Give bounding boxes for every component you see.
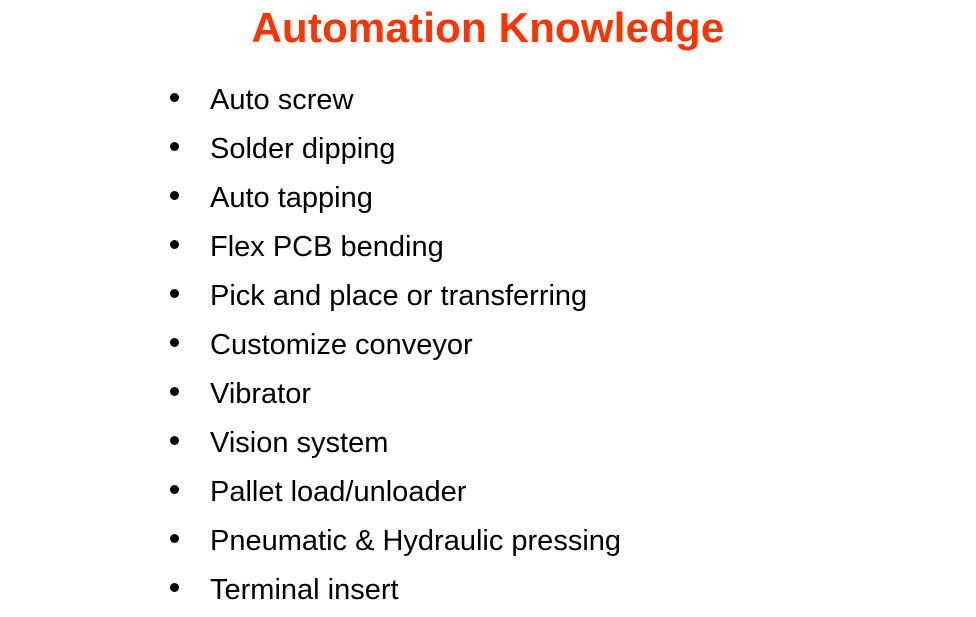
bullet-point-icon — [170, 338, 179, 347]
list-item-label: Auto screw — [210, 84, 354, 116]
list-item-label: Vibrator — [210, 378, 312, 410]
bullet-point-icon — [170, 240, 179, 249]
list-item — [170, 468, 621, 517]
list-item-label: Pick and place or transferring — [210, 280, 588, 312]
list-item-label: Terminal insert — [210, 574, 399, 606]
bullet-point-icon — [170, 142, 179, 151]
bullet-point-icon — [170, 289, 179, 298]
bullet-point-icon — [170, 436, 179, 445]
list-item — [170, 76, 621, 125]
list-item-label: Pallet load/unloader — [210, 476, 467, 508]
list-item — [170, 566, 621, 615]
list-item — [170, 223, 621, 272]
list-item-label: Auto tapping — [210, 182, 373, 214]
list-item-label: Vision system — [210, 427, 389, 459]
bullet-list — [170, 76, 621, 615]
list-item — [170, 517, 621, 566]
list-item — [170, 174, 621, 223]
bullet-point-icon — [170, 93, 179, 102]
list-item — [170, 419, 621, 468]
bullet-point-icon — [170, 387, 179, 396]
list-item-label: Solder dipping — [210, 133, 396, 165]
list-item-label: Customize conveyor — [210, 329, 473, 361]
list-item — [170, 125, 621, 174]
list-item — [170, 272, 621, 321]
bullet-point-icon — [170, 534, 179, 543]
bullet-point-icon — [170, 583, 179, 592]
page-title: Automation Knowledge — [251, 4, 725, 51]
bullet-point-icon — [170, 485, 179, 494]
list-item — [170, 370, 621, 419]
list-item-label: Pneumatic & Hydraulic pressing — [210, 525, 622, 557]
bullet-point-icon — [170, 191, 179, 200]
list-item-label: Flex PCB bending — [210, 231, 444, 263]
list-item — [170, 321, 621, 370]
